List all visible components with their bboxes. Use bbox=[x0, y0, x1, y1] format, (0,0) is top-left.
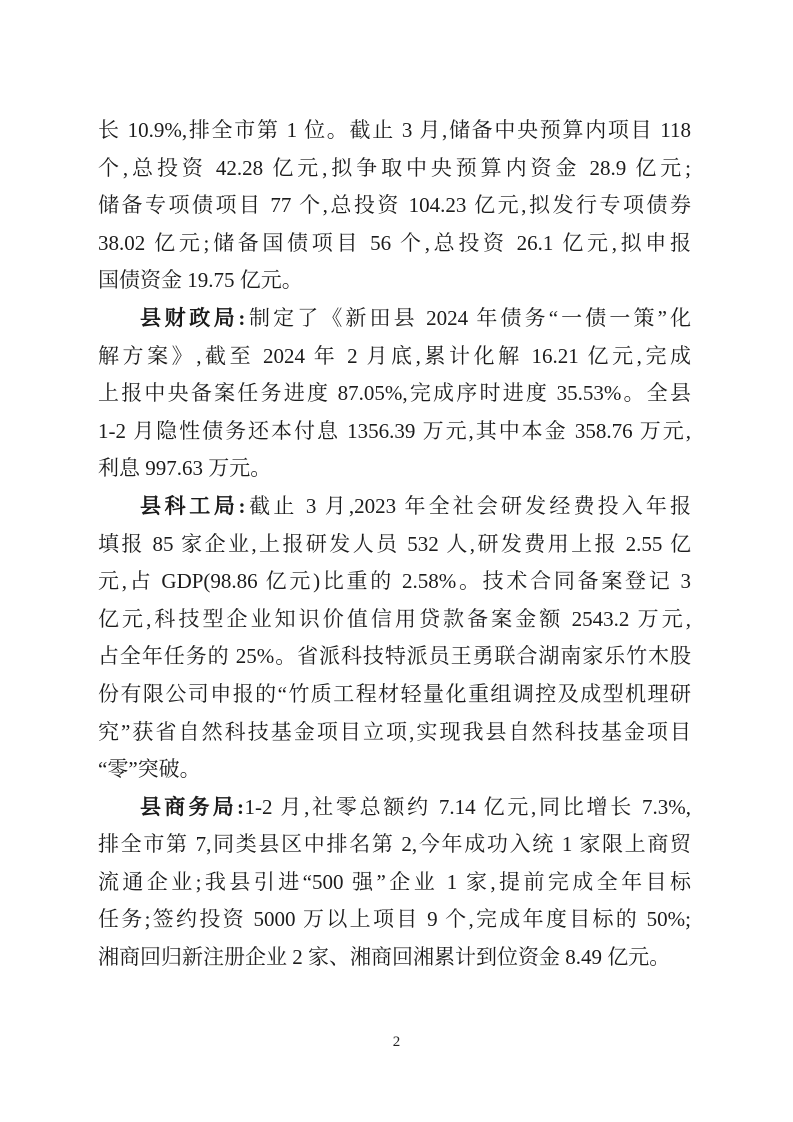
paragraph-county-commerce-bureau bbox=[98, 789, 691, 977]
text-line: 排全市第 7,同类县区中排名第 2,今年成功入统 1 家限上商贸 bbox=[98, 832, 691, 857]
text-line: 国债资金 19.75 亿元。 bbox=[98, 268, 303, 293]
text-line: 县科工局:截止 3 月,2023 年全社会研发经费投入年报 bbox=[140, 493, 692, 518]
text-line: 利息 997.63 万元。 bbox=[98, 456, 272, 481]
text-line: 流通企业;我县引进“500 强”企业 1 家,提前完成全年目标 bbox=[98, 869, 691, 894]
text-line: 占全年任务的 25%。省派科技特派员王勇联合湖南家乐竹木股 bbox=[98, 644, 691, 669]
text-line: 湘商回归新注册企业 2 家、湘商回湘累计到位资金 8.49 亿元。 bbox=[98, 945, 671, 970]
text-line: 份有限公司申报的“竹质工程材轻量化重组调控及成型机理研 bbox=[98, 681, 691, 706]
text-line: 任务;签约投资 5000 万以上项目 9 个,完成年度目标的 50%; bbox=[98, 907, 691, 932]
page-footer bbox=[0, 1031, 793, 1053]
paragraph-county-science-industry-bureau bbox=[98, 488, 691, 789]
text-line: 长 10.9%,排全市第 1 位。截止 3 月,储备中央预算内项目 118 bbox=[98, 118, 691, 142]
text-line: 1-2 月隐性债务还本付息 1356.39 万元,其中本金 358.76 万元, bbox=[98, 418, 691, 443]
department-label: 县科工局: bbox=[140, 493, 247, 518]
text-line: 38.02 亿元;储备国债项目 56 个,总投资 26.1 亿元,拟申报 bbox=[98, 230, 691, 255]
document-body bbox=[98, 112, 691, 977]
paragraph-county-finance-bureau bbox=[98, 300, 691, 488]
text-line: 县商务局:1-2 月,社零总额约 7.14 亿元,同比增长 7.3%, bbox=[140, 794, 691, 819]
text-line: 个,总投资 42.28 亿元,拟争取中央预算内资金 28.9 亿元; bbox=[98, 155, 691, 180]
text-line: 究”获省自然科技基金项目立项,实现我县自然科技基金项目 bbox=[98, 719, 691, 744]
text-line: 上报中央备案任务进度 87.05%,完成序时进度 35.53%。全县 bbox=[98, 381, 691, 406]
text-line: 填报 85 家企业,上报研发人员 532 人,研发费用上报 2.55 亿 bbox=[98, 531, 691, 556]
department-label: 县商务局: bbox=[140, 794, 245, 819]
text-line: “零”突破。 bbox=[98, 757, 201, 782]
text-line: 储备专项债项目 77 个,总投资 104.23 亿元,拟发行专项债券 bbox=[98, 193, 691, 218]
text-line: 县财政局:制定了《新田县 2024 年债务“一债一策”化 bbox=[140, 305, 691, 330]
text-line: 亿元,科技型企业知识价值信用贷款备案金额 2543.2 万元, bbox=[98, 606, 691, 631]
department-label: 县财政局: bbox=[140, 305, 246, 330]
paragraph-continuation-development-reform bbox=[98, 112, 691, 300]
page-number: 2 bbox=[392, 1034, 401, 1050]
text-line: 元,占 GDP(98.86 亿元)比重的 2.58%。技术合同备案登记 3 bbox=[98, 569, 691, 594]
text-line: 解方案》,截至 2024 年 2 月底,累计化解 16.21 亿元,完成 bbox=[98, 343, 691, 368]
